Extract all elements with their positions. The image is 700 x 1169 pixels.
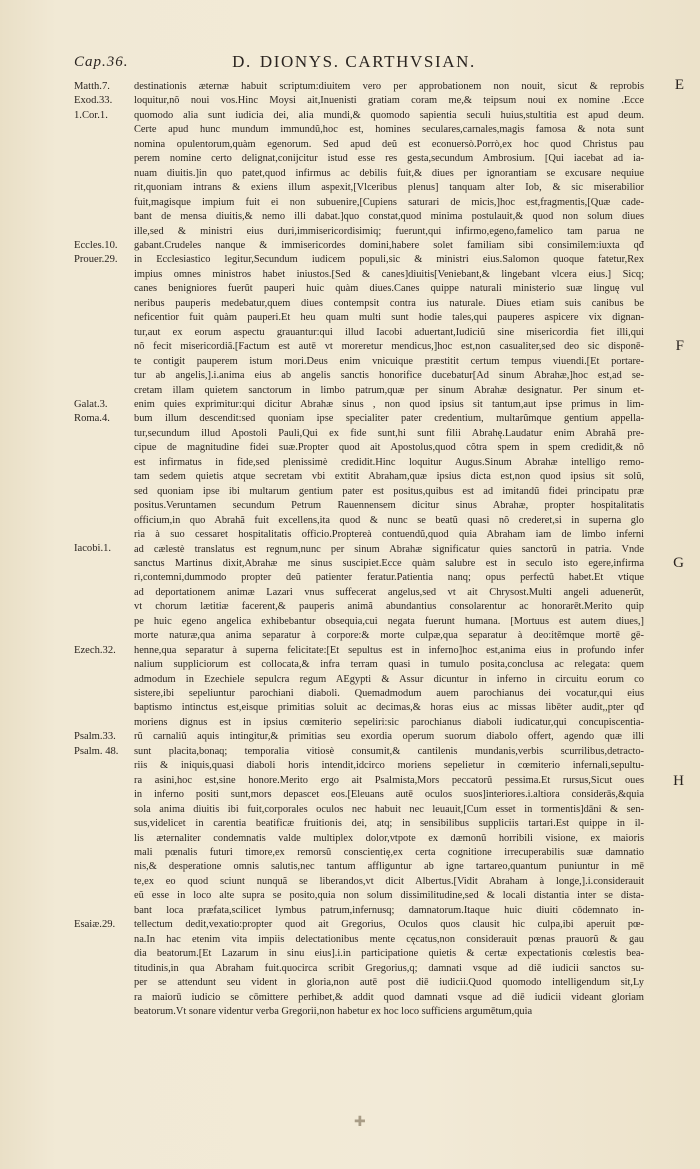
margin-note: Exod.33. [74,95,113,107]
text-line: nuam diuitis.]in quo patet,quod infirmus ac debilis fuit,& diues per ignorantiam se excusare nequiue [134,167,644,179]
text-line: nõ fecit misericordiã.[Factum est autē vt moreretur mendicus,]hoc est,non casualiter,sed deo sic disponē- [134,341,644,353]
text-line: enim quies exprimitur:qui dicitur Abrahæ sinus , non quod ipsius sit tantum,aut ipse primus in lim- [134,398,644,410]
running-header [74,52,634,72]
text-line: officium,in quo Abrahã fuit excellens,ita quod & nunc se beatũ quasi nõ crederet,si in superna glo [134,514,644,526]
text-line: rit,quoniam intrans & exiens illum aspexit,[Vlceribus plenus] tanquam alter Iob, & sic miserabilior [134,182,644,194]
text-line: sanctus Martinus dixit,Abrahæ me sinus suscipiet.Ecce quàm salubre est in seculo isto egere,infirma [134,557,644,569]
text-line: sunt placita,bonaq; temporalia vitiosè consumit,& cantilenis mundanis,verbis scurrilibus,detracto- [134,745,644,757]
margin-note: Matth.7. [74,81,110,92]
text-line: te,ex eo quod sciunt nunquã se liberandos,vt dicit Albertus.[Vidit Abraham à longe,].i.considerauit [134,875,644,887]
text-line: bant de mensa diuitis,& nemo illi dabat.]quo constat,quod minima postulauit,& quod non solum diues [134,211,644,223]
margin-note: Galat.3. [74,398,108,410]
text-line: est infirmatus in fide,sed plenissimè credidit.Hinc loquitur Augus.Sinum Abrahæ intelligo remo- [134,456,644,468]
text-line: Certe apud hunc mundum immundũ,hoc est, homines seculares,carnales,magis famosa & nota sunt [134,124,644,136]
text-line: neficentior fuit quàm pauperi.Et heu quam multi sunt hodie tales,qui pauperes aspicere vix dignan- [134,312,644,324]
text-line: sistere,ibi sepeliuntur parochiani diaboli. Quemadmodum auem parochianus dei vocatur,qui eius [134,688,644,700]
body-text [134,80,644,1019]
title-text: DIONYS. CARTHVSIAN. [259,52,476,71]
section-letter-g: G [673,555,684,571]
text-line: dia beatorum.[Et Lazarum in sinu eius].i.in participatione quietis & certæ expectationis cœlestis bea- [134,948,644,960]
text-line: titudinis,in qua Abraham fuit.quocirca scribit Gregorius,q; damnati vsque ad diē iudicii sanctos su- [134,962,644,974]
text-line: in inferno positi sunt,mors depascet eos.[Eleuans autē oculos suos]interiores.i.altiora considerās,&quia [134,789,644,801]
text-line: fuit,magisque impium fuit ei non subuenire,[Cupiens saturari de micis,]hoc est,fragmentis,[Quæ cade- [134,196,644,208]
text-line: pe huic egeno angelica exhibebantur obsequia,cui negata fuerunt humana. [Mortuus est autem diues,] [134,615,644,627]
text-line: mali pœnalis futuri timore,ex remorsũ conscientię,ex certa cognitione irrecuperabilis suæ damnatio [134,847,644,859]
text-line: na.In hac etenim vita impiis delectationibus mente cęcatus,non considerauit pœnas prauorũ & gau [134,933,644,945]
text-line: quomodo alia sunt iudicia dei, alia mundi,& quomodo sapientia seculi huius,stultitia est apud deum. [134,109,644,121]
margin-note: Prouer.29. [74,254,118,266]
text-line: ra maiorū iudicio se cōmittere perhibet,& addit quod damnati vsque ad diē iudicii videant gloriam [134,991,644,1003]
text-line: ad cælestè translatus est regnum,nunc per sinum Abrahæ significatur quies sanctorũ in patria. Vnde [134,543,644,555]
text-line: destinationis æternæ habuit scriptum:diuitem vero per approbationem non nouit, sicut & reprobis [134,81,644,92]
text-line: gabant.Crudeles nanque & immisericordes domini,habere solet familiam sibi consimilem:iuxta qđ [134,239,644,251]
text-line: rũ carnaliũ aquis intingitur,& primitias seu exordia operum suorum diabolo offert, agendo quæ illi [134,731,644,743]
text-line: loquitur,nõ noui vos.Hinc Moysi ait,Inuenisti gratiam coram me,& teipsum noui ex nomine .Ecce [134,95,644,107]
text-line: ille,sed & ministri eius duri,immisericordisimiq; fuerunt,qui infirmo,egeno,famelico tam parua ne [134,225,644,237]
page-title [74,52,634,72]
section-letter-h: H [673,773,684,789]
text-line: sed quoniam ipse ibi multarum gentium pater est positus,quibus est ad imitandũ fidei principatu præ [134,485,644,497]
text-line: sola anima diuitis ibi fuit,corporales oculos nec habuit nec leuauit,[Cum esset in tormentis]dāni & sen- [134,803,644,815]
section-letter-e: E [674,77,684,93]
text-line: beatorum.Vt sonare videntur verba Gregorii,non habetur ex hoc loco sufficiens argumētum,quia [134,1006,533,1017]
text-line: canes benigniores fuerũt pauperi huic quàm diues.Canes quippe naturali ministerio suæ linguę vul [134,283,644,295]
text-line: nomina opulentorum,quàm egenorum. Sed apud deũ est econuersò.Porrò,ex hoc quod Christus pau [134,138,644,150]
text-line: per se attendunt seu vident in gloria,non autē post diē iudicii.Quod quomodo intelligendum sit,Ly [134,977,644,989]
text-line: cretam illam quietem sanctorum in limbo patrum,quæ per sinum Abrahæ designatur. Per sinum et- [134,384,644,396]
margin-note: Ezech.32. [74,644,116,656]
text-line: lis æternaliter condemnatis valde multiplex dolor,vtpote ex dæmonũ horribili visione, ex maioris [134,832,644,844]
text-line: riis & iniquis,quasi diaboli horis intendit,idcirco moriens sepelietur in cœmiterio infernali,sepultu- [134,760,644,772]
trailing-mark: ✚ [354,1115,366,1130]
text-line: tam sedem quietis atque secretam vbi extitit Abraham,quæ ipsius dicta est,non quod ipsius sit solũ, [134,471,644,483]
margin-note: Psalm. 48. [74,745,119,757]
text-line: vt chorum lætitiæ facerent,& pauperis animã abundantius consolarentur ac honorarēt.Merito quip [134,601,644,613]
title-initial: D. [232,52,252,71]
text-line: admodum in Ezechiele sepulcra regum AEgypti & Assur dicuntur in inferno in circuitu eorum co [134,673,644,685]
text-line: henne,qua separatur à superna felicitate:[Et sepultus est in inferno]hoc est,anima eius in profundo infer [134,644,644,656]
text-line: bant loca præfata,scilicet lymbus patrum,infernusq; damnatorum.Itaque huic diuiti cōdemnato in- [134,904,644,916]
text-line: nis,& desperatione omnis salutis,nec tantum affliguntur ab igne tartareo,quantum puniuntur in mē [134,861,644,873]
margin-note: 1.Cor.1. [74,109,108,121]
text-line: nalium suppliciorum est collocata,& infra terram quasi in tumulo posita,conclusa ac relegata: quem [134,659,644,671]
text-line: morte naturæ,qua anima separatur à corpore:& morte culpæ,qua separatur à deo:itēmque mortē gē- [134,630,644,642]
text-line: tur,secundum illud Apostoli Pauli,Qui ex fide sunt,hi sunt filii Abrahę.Laudatur enim Abrahã pre- [134,427,644,439]
text-line: ria à suo cessaret hospitalitatis officio.Proptereà contuendũ,quod quia Abraham iam de limbo inferni [134,529,644,541]
text-line: tur,aut ex eorum aspectu grauantur:qui illud Iacobi aduertant,Iudiciũ sine misericordia fiet illi,qui [134,326,644,338]
margin-note: Eccles.10. [74,239,118,251]
text-line: tellectum dedit,vexatio:propter quod ait Gregorius, Oculos quos clausit hic culpa,ibi aperuit pœ- [134,919,644,931]
text-line: positus.Veruntamen secundum Petrum Rauennensem dicitur sinus Abrahæ, propter hospitalitatis [134,500,644,512]
text-line: perem nomine certo delignat,conijcitur istud esse res gesta,secundum Ambrosium. [Qui iacebat ad ia- [134,153,644,165]
text-line: ad deportationem animæ Lazari vnus suffecerat angelus,sed vt ait Chrysost.Multi angeli aduenerũt, [134,586,644,598]
section-letter-f: F [675,338,684,354]
text-line: bum illum descendit:sed quoniam ipse specialiter pater credentium, multarũmque gentium appella- [134,413,644,425]
text-line: cipue de magnitudine fidei suæ.Propter quod ait Apostolus,quod cõtra spem in spem credidit,& nõ [134,442,644,454]
text-line: te contigit pauperem istum mori.Deus enim vnicuique præstitit certum tempus viuendi.[Et portare- [134,355,644,367]
margin-note: Psalm.33. [74,731,116,743]
text-line: moriens dignus est in ipsius cœmiterio sepeliri:sic parochianus diaboli iudicatur,qui concupiscentia- [134,716,644,728]
text-line: baptismo intinctus est,eisque primitias soluit ac decimas,& horas eius ac missas libēter audit,,pter qđ [134,702,644,714]
text-line: sus,videlicet in carentia beatificæ fruitionis dei, atq; in sensibilibus suppliciis tartari.Est quippe in il- [134,818,644,830]
text-line: tur ab angelis,].i.anima eius ab angelis sanctis honorifice ducebatur[Ad sinum Abrahæ,]hoc est,ad se- [134,370,644,382]
margin-note: Esaiæ.29. [74,919,116,931]
margin-note: Roma.4. [74,413,110,425]
text-line: ri,contemni,dummodo propter deũ patienter feratur.Patientia nanq; opus perfectũ habet.Et vtique [134,572,644,584]
text-line: in Ecclesiastico legitur,Secundum iudicem populi,sic & ministri eius.Salomon quoque fatetur,Rex [134,254,644,266]
margin-note: Iacobi.1. [74,543,112,555]
text-line: eũ esse in loco alte supra se posito,quia non solum dissimilitudine,sed & locali distantia inter se dista- [134,890,644,902]
text-line: impius omnes ministros habet iniustos.[Sed & canes]diuitis[Veniebant,& lingebant vlcera eius.] Sicq; [134,268,644,280]
text-line: neribus pauperis medebatur,quem diues contempsit contra ius naturale. Diues etiam suis canibus be [134,297,644,309]
text-line: ra asini,hoc est,sine honore.Merito ergo ait Psalmista,Mors peccatorũ pessima.Et rursus,Sicut oues [134,774,644,786]
chapter-label: Cap.36. [74,54,129,70]
